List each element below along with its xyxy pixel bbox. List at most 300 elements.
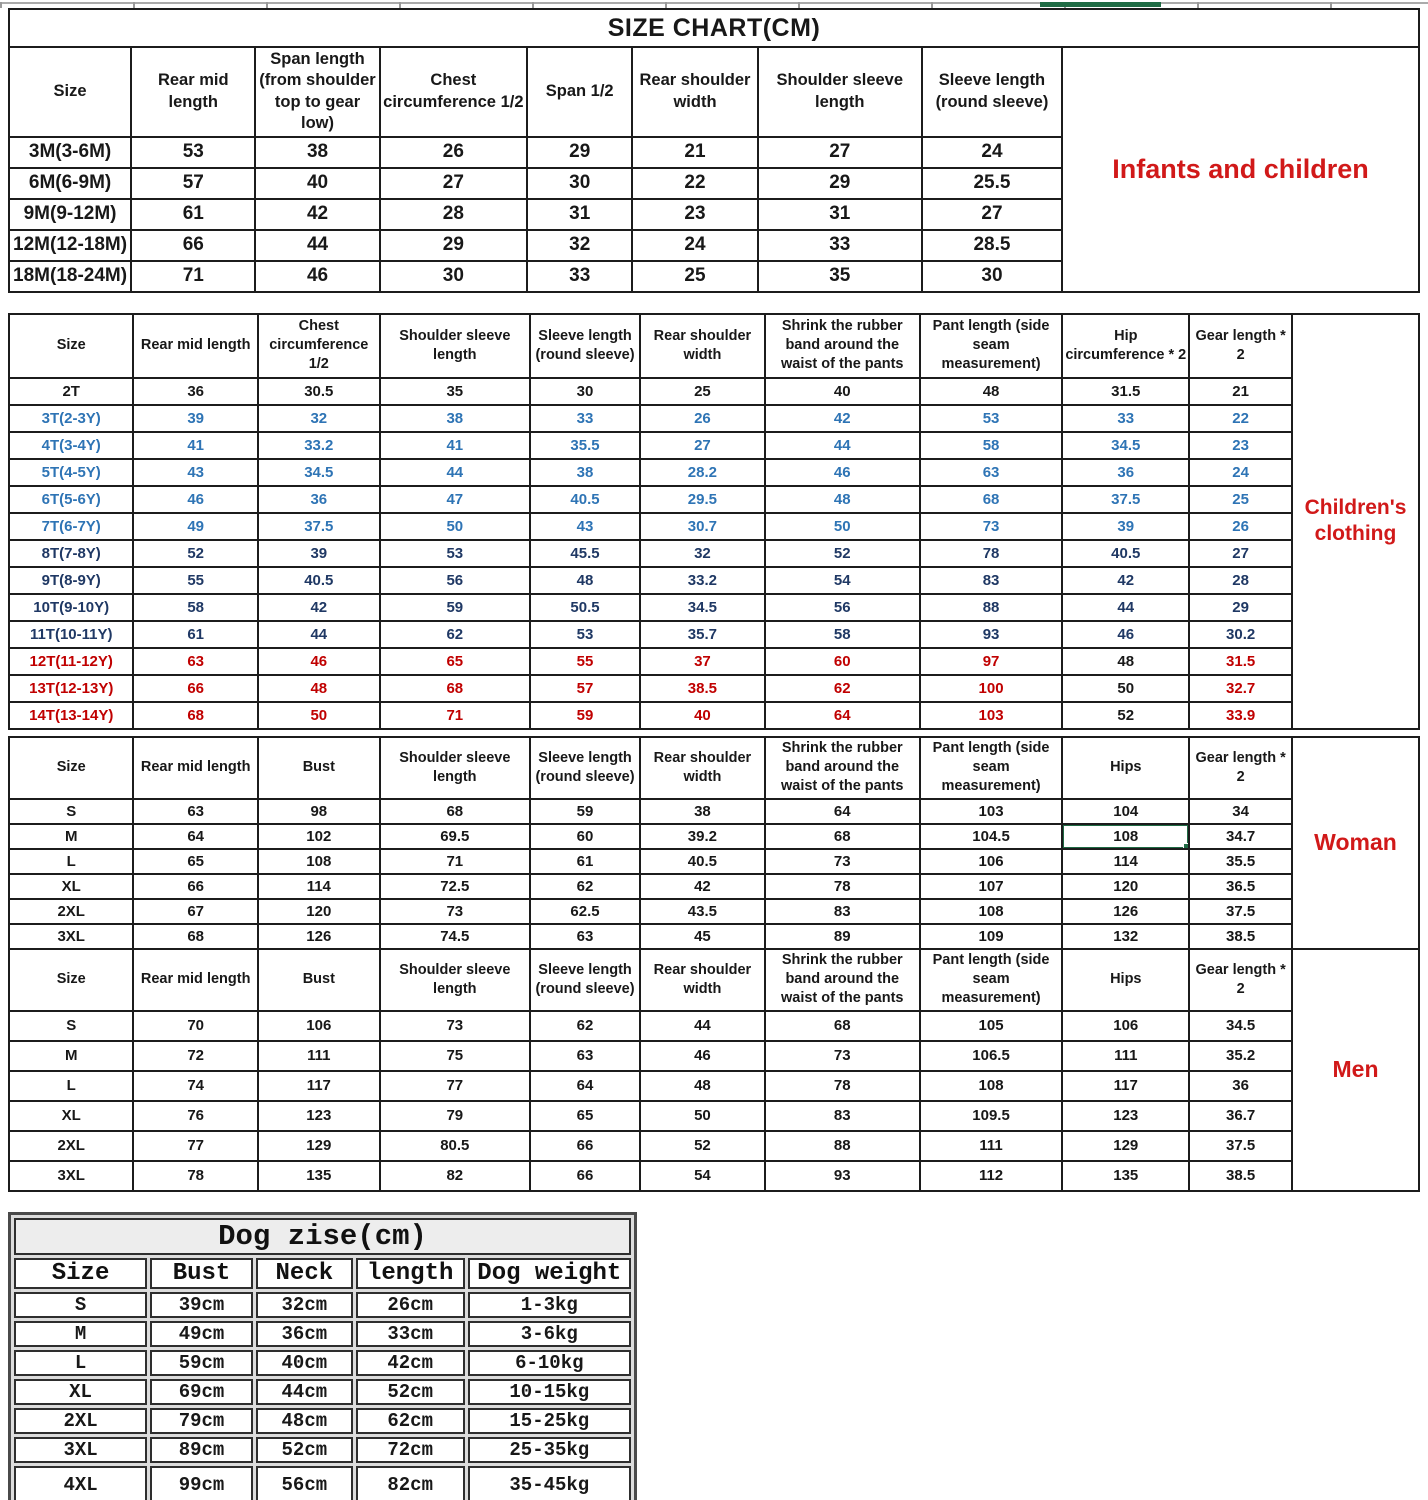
value-cell: 66	[133, 675, 257, 702]
value-cell: 64	[765, 702, 920, 729]
value-cell: 61	[530, 849, 640, 874]
value-cell: 42cm	[356, 1350, 465, 1376]
value-cell: 25	[1189, 486, 1292, 513]
value-cell: 76	[133, 1101, 257, 1131]
value-cell: 56cm	[256, 1466, 353, 1500]
value-cell: 54	[640, 1161, 764, 1191]
value-cell: 104.5	[920, 824, 1062, 849]
column-header: Shoulder sleeve length	[380, 737, 530, 799]
value-cell: 106	[258, 1011, 380, 1041]
value-cell: 126	[258, 924, 380, 949]
value-cell: 80.5	[380, 1131, 530, 1161]
column-header: Rear mid length	[131, 47, 255, 137]
value-cell: 74.5	[380, 924, 530, 949]
table-row	[9, 405, 1292, 432]
value-cell: 35-45kg	[468, 1466, 631, 1500]
value-cell: 66	[131, 230, 255, 261]
column-header: Rear shoulder width	[632, 47, 757, 137]
value-cell: 27	[640, 432, 764, 459]
table-row	[9, 199, 1062, 230]
woman-section	[8, 736, 1428, 950]
size-chart-title: SIZE CHART(CM)	[8, 8, 1420, 48]
value-cell: 63	[530, 924, 640, 949]
value-cell: 109	[920, 924, 1062, 949]
value-cell: 68	[380, 799, 530, 824]
value-cell: 117	[1062, 1071, 1189, 1101]
value-cell: 38.5	[1189, 1161, 1292, 1191]
value-cell: 48	[258, 675, 380, 702]
column-header: Rear mid length	[133, 314, 257, 378]
column-header: Hips	[1062, 949, 1189, 1011]
value-cell: 42	[258, 594, 380, 621]
value-cell: 88	[765, 1131, 920, 1161]
value-cell: 34	[1189, 799, 1292, 824]
value-cell: 25	[640, 378, 764, 405]
value-cell: 63	[133, 648, 257, 675]
value-cell: 73	[380, 1011, 530, 1041]
value-cell: 27	[1189, 540, 1292, 567]
value-cell: 62	[530, 874, 640, 899]
value-cell: 108	[920, 1071, 1062, 1101]
value-cell: 26	[640, 405, 764, 432]
value-cell: 93	[920, 621, 1062, 648]
table-row	[9, 567, 1292, 594]
value-cell: 79cm	[150, 1408, 253, 1434]
men-section	[8, 948, 1428, 1192]
value-cell: 58	[133, 594, 257, 621]
value-cell: 65	[380, 648, 530, 675]
table-row	[9, 799, 1292, 824]
value-cell: 52	[1062, 702, 1189, 729]
table-row	[9, 874, 1292, 899]
column-header: Shrink the rubber band around the waist of the pants	[765, 949, 920, 1011]
column-header: Shoulder sleeve length	[380, 949, 530, 1011]
row-size-cell: 12T(11-12Y)	[9, 648, 133, 675]
value-cell: 88	[920, 594, 1062, 621]
row-size-cell: 3M(3-6M)	[9, 137, 131, 168]
value-cell: 32	[258, 405, 380, 432]
column-header: Rear mid length	[133, 737, 257, 799]
column-header: Hip circumference * 2	[1062, 314, 1189, 378]
column-header: Shoulder sleeve length	[758, 47, 922, 137]
table-row	[9, 1101, 1292, 1131]
value-cell: 23	[632, 199, 757, 230]
value-cell: 68	[920, 486, 1062, 513]
row-size-cell: 6M(6-9M)	[9, 168, 131, 199]
value-cell: 35	[758, 261, 922, 292]
row-size-cell: M	[14, 1321, 147, 1347]
value-cell: 30	[922, 261, 1062, 292]
value-cell: 44	[380, 459, 530, 486]
value-cell: 67	[133, 899, 257, 924]
value-cell: 39cm	[150, 1292, 253, 1318]
selected-cell: 108	[1062, 824, 1189, 849]
table-row	[9, 513, 1292, 540]
value-cell: 34.7	[1189, 824, 1292, 849]
row-size-cell: 8T(7-8Y)	[9, 540, 133, 567]
value-cell: 53	[530, 621, 640, 648]
value-cell: 63	[530, 1041, 640, 1071]
table-row	[9, 675, 1292, 702]
row-size-cell: 3T(2-3Y)	[9, 405, 133, 432]
value-cell: 38	[530, 459, 640, 486]
value-cell: 71	[380, 849, 530, 874]
value-cell: 106.5	[920, 1041, 1062, 1071]
value-cell: 52	[133, 540, 257, 567]
value-cell: 73	[765, 1041, 920, 1071]
column-header: Shrink the rubber band around the waist of the pants	[765, 314, 920, 378]
row-size-cell: L	[14, 1350, 147, 1376]
value-cell: 36	[1189, 1071, 1292, 1101]
column-header: Shoulder sleeve length	[380, 314, 530, 378]
value-cell: 27	[380, 168, 527, 199]
value-cell: 61	[133, 621, 257, 648]
value-cell: 50.5	[530, 594, 640, 621]
table-row	[9, 824, 1292, 849]
column-header: Sleeve length (round sleeve)	[530, 949, 640, 1011]
row-size-cell: 3XL	[14, 1437, 147, 1463]
value-cell: 33	[527, 261, 632, 292]
value-cell: 108	[920, 899, 1062, 924]
value-cell: 29	[527, 137, 632, 168]
value-cell: 33	[758, 230, 922, 261]
value-cell: 38.5	[1189, 924, 1292, 949]
value-cell: 35.5	[1189, 849, 1292, 874]
value-cell: 44	[640, 1011, 764, 1041]
table-row	[9, 459, 1292, 486]
value-cell: 38	[640, 799, 764, 824]
value-cell: 33.2	[258, 432, 380, 459]
column-header: Rear shoulder width	[640, 737, 764, 799]
value-cell: 111	[920, 1131, 1062, 1161]
row-size-cell: 14T(13-14Y)	[9, 702, 133, 729]
value-cell: 46	[258, 648, 380, 675]
table-row	[14, 1321, 631, 1347]
value-cell: 102	[258, 824, 380, 849]
column-header: Rear shoulder width	[640, 949, 764, 1011]
value-cell: 65	[133, 849, 257, 874]
row-size-cell: 5T(4-5Y)	[9, 459, 133, 486]
value-cell: 68	[380, 675, 530, 702]
value-cell: 36.5	[1189, 874, 1292, 899]
value-cell: 40.5	[1062, 540, 1189, 567]
value-cell: 42	[255, 199, 379, 230]
value-cell: 78	[765, 1071, 920, 1101]
value-cell: 72cm	[356, 1437, 465, 1463]
column-header: Size	[9, 47, 131, 137]
value-cell: 66	[530, 1161, 640, 1191]
column-header: Sleeve length (round sleeve)	[530, 314, 640, 378]
table-row	[9, 899, 1292, 924]
value-cell: 69.5	[380, 824, 530, 849]
value-cell: 62	[380, 621, 530, 648]
value-cell: 78	[133, 1161, 257, 1191]
value-cell: 41	[133, 432, 257, 459]
value-cell: 59	[380, 594, 530, 621]
value-cell: 37.5	[1062, 486, 1189, 513]
table-row	[14, 1466, 631, 1500]
value-cell: 97	[920, 648, 1062, 675]
value-cell: 35.2	[1189, 1041, 1292, 1071]
value-cell: 60	[530, 824, 640, 849]
value-cell: 78	[920, 540, 1062, 567]
value-cell: 109.5	[920, 1101, 1062, 1131]
value-cell: 32cm	[256, 1292, 353, 1318]
value-cell: 54	[765, 567, 920, 594]
column-header: Size	[14, 1258, 147, 1289]
value-cell: 39	[1062, 513, 1189, 540]
value-cell: 49cm	[150, 1321, 253, 1347]
table-row	[14, 1350, 631, 1376]
value-cell: 120	[258, 899, 380, 924]
table-row	[14, 1379, 631, 1405]
column-header: Rear shoulder width	[640, 314, 764, 378]
value-cell: 48	[765, 486, 920, 513]
value-cell: 23	[1189, 432, 1292, 459]
value-cell: 135	[1062, 1161, 1189, 1191]
selected-column-indicator	[1040, 2, 1161, 7]
value-cell: 1-3kg	[468, 1292, 631, 1318]
value-cell: 37.5	[1189, 1131, 1292, 1161]
value-cell: 37.5	[258, 513, 380, 540]
value-cell: 77	[133, 1131, 257, 1161]
value-cell: 25-35kg	[468, 1437, 631, 1463]
row-size-cell: 2T	[9, 378, 133, 405]
table-row	[14, 1437, 631, 1463]
value-cell: 38.5	[640, 675, 764, 702]
value-cell: 64	[530, 1071, 640, 1101]
value-cell: 50	[1062, 675, 1189, 702]
value-cell: 25.5	[922, 168, 1062, 199]
value-cell: 50	[640, 1101, 764, 1131]
value-cell: 3-6kg	[468, 1321, 631, 1347]
value-cell: 43.5	[640, 899, 764, 924]
value-cell: 34.5	[1062, 432, 1189, 459]
value-cell: 37	[640, 648, 764, 675]
value-cell: 33.9	[1189, 702, 1292, 729]
value-cell: 39	[258, 540, 380, 567]
value-cell: 59	[530, 799, 640, 824]
value-cell: 52cm	[256, 1437, 353, 1463]
value-cell: 114	[258, 874, 380, 899]
value-cell: 36cm	[256, 1321, 353, 1347]
value-cell: 98	[258, 799, 380, 824]
value-cell: 111	[1062, 1041, 1189, 1071]
value-cell: 55	[133, 567, 257, 594]
value-cell: 57	[131, 168, 255, 199]
table-row	[9, 230, 1062, 261]
table-row	[9, 378, 1292, 405]
column-header: Bust	[150, 1258, 253, 1289]
table-row	[9, 648, 1292, 675]
table-row	[9, 702, 1292, 729]
value-cell: 30	[527, 168, 632, 199]
value-cell: 33	[530, 405, 640, 432]
value-cell: 48	[920, 378, 1062, 405]
value-cell: 83	[920, 567, 1062, 594]
column-header: Dog weight	[468, 1258, 631, 1289]
value-cell: 38	[380, 405, 530, 432]
value-cell: 43	[133, 459, 257, 486]
value-cell: 79	[380, 1101, 530, 1131]
value-cell: 28	[380, 199, 527, 230]
value-cell: 40	[255, 168, 379, 199]
value-cell: 135	[258, 1161, 380, 1191]
value-cell: 103	[920, 702, 1062, 729]
column-header: Chest circumference 1/2	[380, 47, 527, 137]
value-cell: 82	[380, 1161, 530, 1191]
value-cell: 41	[380, 432, 530, 459]
value-cell: 29	[1189, 594, 1292, 621]
table-row	[9, 1071, 1292, 1101]
value-cell: 24	[632, 230, 757, 261]
value-cell: 74	[133, 1071, 257, 1101]
value-cell: 106	[1062, 1011, 1189, 1041]
value-cell: 21	[1189, 378, 1292, 405]
value-cell: 77	[380, 1071, 530, 1101]
value-cell: 46	[765, 459, 920, 486]
column-header: Rear mid length	[133, 949, 257, 1011]
value-cell: 50	[380, 513, 530, 540]
value-cell: 83	[765, 1101, 920, 1131]
value-cell: 35	[380, 378, 530, 405]
value-cell: 21	[632, 137, 757, 168]
column-header: Pant length (side seam measurement)	[920, 737, 1062, 799]
row-size-cell: L	[9, 1071, 133, 1101]
column-header: Sleeve length (round sleeve)	[530, 737, 640, 799]
column-header: Chest circumference 1/2	[258, 314, 380, 378]
value-cell: 104	[1062, 799, 1189, 824]
value-cell: 57	[530, 675, 640, 702]
value-cell: 31.5	[1062, 378, 1189, 405]
row-size-cell: 4T(3-4Y)	[9, 432, 133, 459]
value-cell: 58	[920, 432, 1062, 459]
men-size-table	[8, 948, 1293, 1192]
value-cell: 117	[258, 1071, 380, 1101]
table-row	[9, 924, 1292, 949]
row-size-cell: 9M(9-12M)	[9, 199, 131, 230]
value-cell: 42	[640, 874, 764, 899]
value-cell: 37.5	[1189, 899, 1292, 924]
value-cell: 36.7	[1189, 1101, 1292, 1131]
value-cell: 34.5	[1189, 1011, 1292, 1041]
value-cell: 28.5	[922, 230, 1062, 261]
value-cell: 107	[920, 874, 1062, 899]
row-size-cell: 2XL	[14, 1408, 147, 1434]
value-cell: 44	[258, 621, 380, 648]
value-cell: 46	[255, 261, 379, 292]
row-size-cell: S	[14, 1292, 147, 1318]
value-cell: 68	[765, 1011, 920, 1041]
table-row	[9, 1131, 1292, 1161]
table-row	[9, 1161, 1292, 1191]
value-cell: 99cm	[150, 1466, 253, 1500]
value-cell: 52cm	[356, 1379, 465, 1405]
value-cell: 73	[920, 513, 1062, 540]
row-size-cell: M	[9, 824, 133, 849]
value-cell: 50	[765, 513, 920, 540]
value-cell: 75	[380, 1041, 530, 1071]
column-header: Gear length * 2	[1189, 737, 1292, 799]
value-cell: 44	[765, 432, 920, 459]
value-cell: 108	[258, 849, 380, 874]
value-cell: 68	[133, 702, 257, 729]
value-cell: 10-15kg	[468, 1379, 631, 1405]
value-cell: 6-10kg	[468, 1350, 631, 1376]
value-cell: 31	[527, 199, 632, 230]
value-cell: 65	[530, 1101, 640, 1131]
row-size-cell: 9T(8-9Y)	[9, 567, 133, 594]
row-size-cell: M	[9, 1041, 133, 1071]
value-cell: 60	[765, 648, 920, 675]
value-cell: 36	[1062, 459, 1189, 486]
value-cell: 71	[131, 261, 255, 292]
value-cell: 42	[1062, 567, 1189, 594]
value-cell: 35.7	[640, 621, 764, 648]
column-header: Shrink the rubber band around the waist of the pants	[765, 737, 920, 799]
children-section	[8, 313, 1428, 730]
section-label-men: Men	[1291, 948, 1420, 1192]
value-cell: 43	[530, 513, 640, 540]
table-row	[14, 1292, 631, 1318]
section-label-woman: Woman	[1291, 736, 1420, 950]
value-cell: 39.2	[640, 824, 764, 849]
row-size-cell: 11T(10-11Y)	[9, 621, 133, 648]
table-row	[9, 168, 1062, 199]
value-cell: 53	[380, 540, 530, 567]
column-header: Span 1/2	[527, 47, 632, 137]
value-cell: 71	[380, 702, 530, 729]
value-cell: 66	[133, 874, 257, 899]
value-cell: 30	[530, 378, 640, 405]
value-cell: 129	[1062, 1131, 1189, 1161]
value-cell: 73	[765, 849, 920, 874]
value-cell: 26cm	[356, 1292, 465, 1318]
value-cell: 123	[258, 1101, 380, 1131]
value-cell: 52	[765, 540, 920, 567]
table-row	[9, 137, 1062, 168]
woman-size-table	[8, 736, 1293, 950]
value-cell: 25	[632, 261, 757, 292]
table-row	[9, 261, 1062, 292]
value-cell: 46	[1062, 621, 1189, 648]
value-cell: 105	[920, 1011, 1062, 1041]
table-row	[9, 432, 1292, 459]
value-cell: 27	[922, 199, 1062, 230]
value-cell: 73	[380, 899, 530, 924]
value-cell: 53	[920, 405, 1062, 432]
value-cell: 15-25kg	[468, 1408, 631, 1434]
dog-size-table	[8, 1212, 637, 1500]
row-size-cell: 4XL	[14, 1466, 147, 1500]
value-cell: 29.5	[640, 486, 764, 513]
value-cell: 30.7	[640, 513, 764, 540]
value-cell: 33.2	[640, 567, 764, 594]
value-cell: 58	[765, 621, 920, 648]
value-cell: 28	[1189, 567, 1292, 594]
column-header: Neck	[256, 1258, 353, 1289]
row-size-cell: 3XL	[9, 924, 133, 949]
value-cell: 40.5	[530, 486, 640, 513]
row-size-cell: 13T(12-13Y)	[9, 675, 133, 702]
column-header: Size	[9, 949, 133, 1011]
value-cell: 29	[380, 230, 527, 261]
value-cell: 111	[258, 1041, 380, 1071]
value-cell: 34.5	[258, 459, 380, 486]
column-header: Bust	[258, 737, 380, 799]
value-cell: 40	[640, 702, 764, 729]
value-cell: 40	[765, 378, 920, 405]
